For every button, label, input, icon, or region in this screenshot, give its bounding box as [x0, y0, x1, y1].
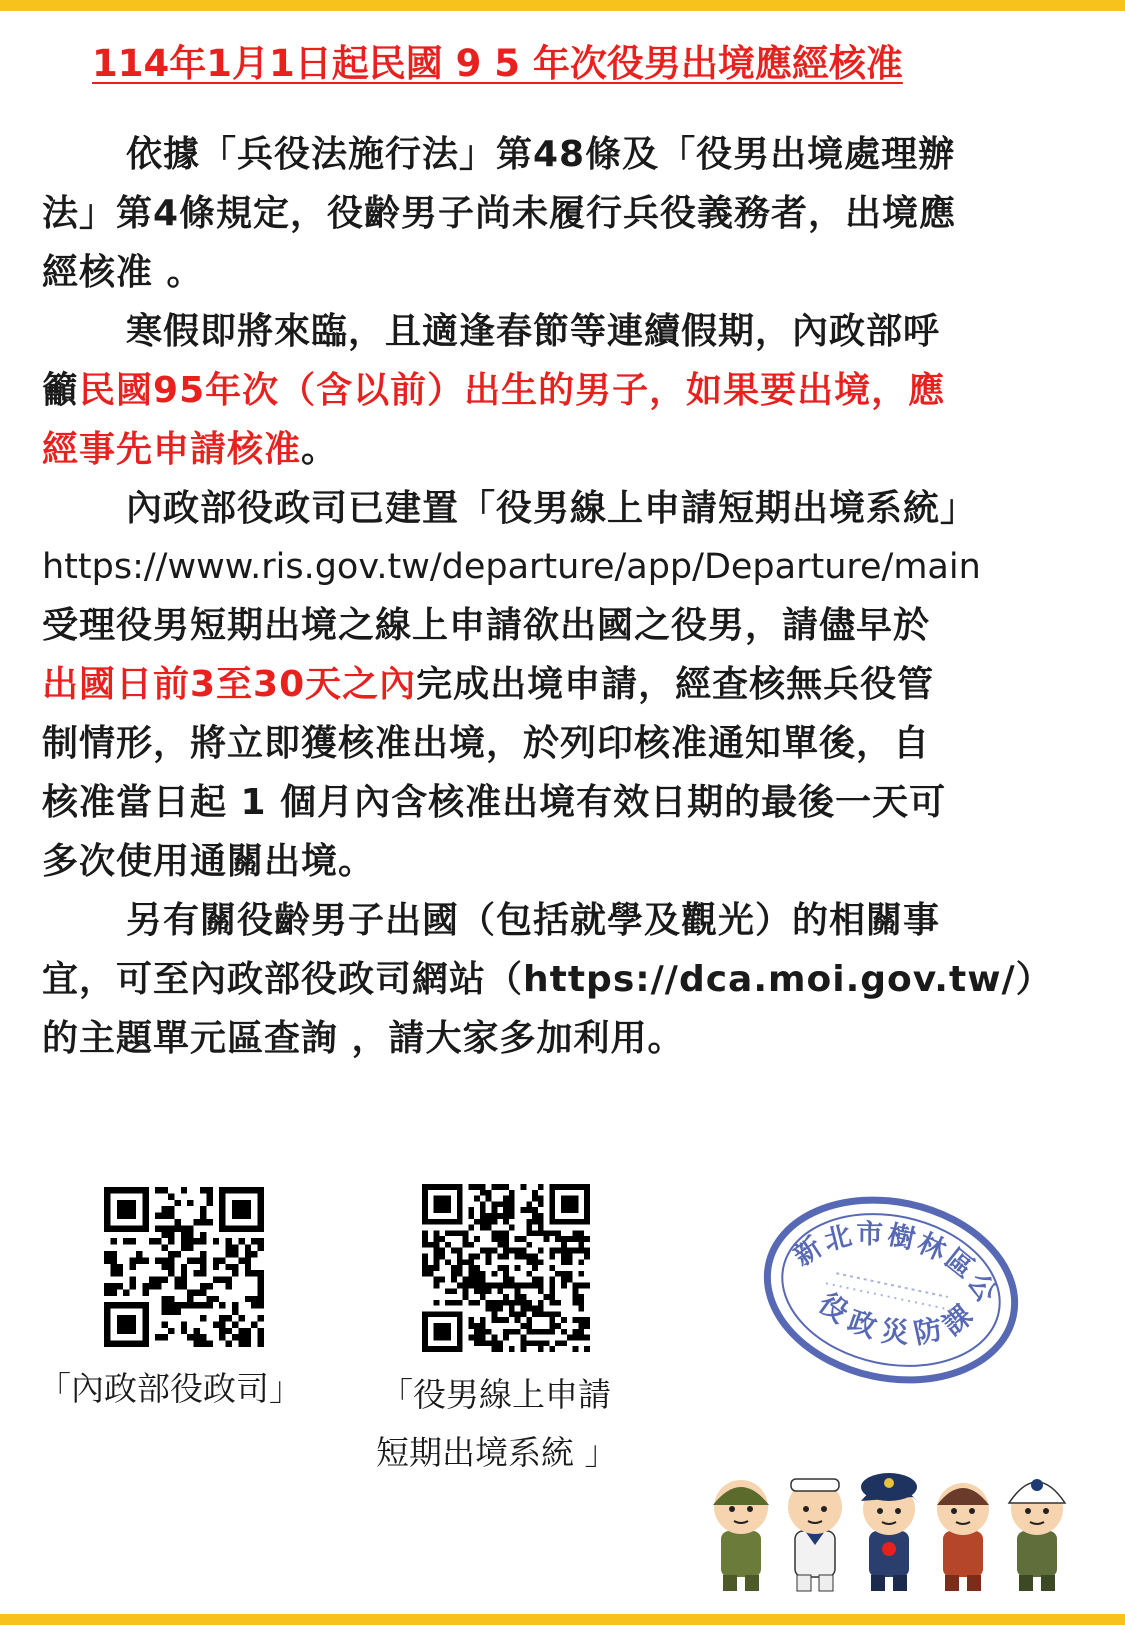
navy-mascot-icon [788, 1479, 842, 1591]
paragraph4-line3: 的主題單元區查詢 ，請大家多加利用。 [42, 1018, 685, 1059]
paragraph4-line1: 另有關役齡男子出國（包括就學及觀光）的相關事 [126, 900, 941, 941]
paragraph3-line4-plain: 完成出境申請，經查核無兵役管 [416, 664, 935, 705]
seal-text-top: 新北市樹林區公所 [788, 1218, 1004, 1311]
paragraph2-highlight-end: 經事先申請核准 [42, 429, 302, 470]
military-service-mascots [705, 1465, 1075, 1599]
military-police-mascot-icon [1009, 1479, 1065, 1591]
seal-text-bottom: 役政災防課 [812, 1286, 986, 1351]
air-force-mascot-icon [861, 1473, 917, 1591]
application-window-highlight: 出國日前3至30天之內 [42, 664, 417, 705]
qr-caption-dca: 「內政部役政司」 [38, 1369, 302, 1408]
paragraph1-line2: 法」第4條規定，役齡男子尚未履行兵役義務者，出境應 [42, 193, 957, 234]
notice-title: 114年1月1日起民國 9 5 年次役男出境應經核准 [92, 42, 903, 85]
qr-code-dca[interactable] [104, 1187, 264, 1347]
top-border [0, 0, 1125, 11]
paragraph2-line3-plain: 。 [301, 429, 339, 470]
substitute-service-mascot-icon [937, 1483, 989, 1591]
paragraph1-line3: 經核准 。 [42, 252, 204, 293]
paragraph2-line2 [42, 361, 945, 421]
bottom-border [0, 1614, 1125, 1625]
paragraph2-highlight: 民國95年次（含以前）出生的男子，如果要出境，應 [79, 370, 946, 411]
paragraph1-line1: 依據「兵役法施行法」第48條及「役男出境處理辦 [126, 134, 956, 175]
paragraph3-line7: 多次使用通關出境。 [42, 841, 376, 882]
paragraph3-line3: 受理役男短期出境之線上申請欲出國之役男，請儘早於 [42, 605, 931, 646]
qr-caption-departure-line2: 短期出境系統 」 [376, 1433, 618, 1472]
paragraph2-line2-plain: 籲 [42, 370, 80, 411]
paragraph3-line1: 內政部役政司已建置「役男線上申請短期出境系統」 [126, 488, 978, 529]
qr-caption-departure-line1: 「役男線上申請 [380, 1375, 611, 1414]
paragraph3-line5: 制情形，將立即獲核准出境，於列印核准通知單後，自 [42, 723, 931, 764]
paragraph3-line6: 核准當日起 1 個月內含核准出境有效日期的最後一天可 [42, 782, 947, 823]
paragraph2-line1: 寒假即將來臨，且適逢春節等連續假期，內政部呼 [126, 311, 941, 352]
paragraph3-line4 [42, 655, 934, 715]
departure-system-url[interactable]: https://www.ris.gov.tw/departure/app/Departure/main [42, 547, 981, 587]
official-seal [756, 1185, 1026, 1399]
paragraph2-line3 [42, 420, 338, 480]
army-mascot-icon [713, 1480, 769, 1591]
qr-code-departure-system[interactable] [422, 1184, 590, 1352]
paragraph4-line2: 宜，可至內政部役政司網站（https://dca.moi.gov.tw/） [42, 959, 1053, 1000]
